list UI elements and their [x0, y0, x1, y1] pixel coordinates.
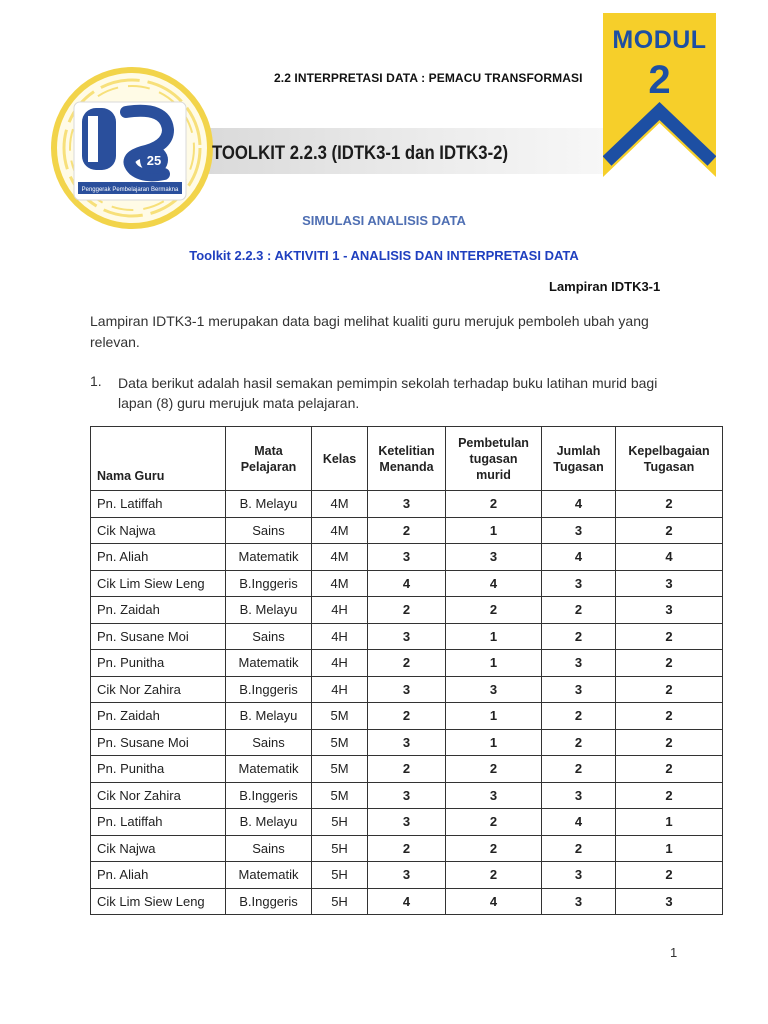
cell-class: 5H: [312, 862, 368, 889]
cell-ketelitian: 3: [368, 544, 446, 571]
cell-jumlah: 2: [542, 597, 616, 624]
cell-subject: B. Melayu: [226, 491, 312, 518]
appendix-label: Lampiran IDTK3-1: [549, 279, 661, 294]
cell-subject: B. Melayu: [226, 597, 312, 624]
cell-name: Pn. Punitha: [91, 650, 226, 677]
table-body: [91, 491, 723, 915]
table-row: [91, 544, 723, 571]
table-row: [91, 597, 723, 624]
cell-kepelbagaian: 2: [616, 756, 723, 783]
table-row: [91, 809, 723, 836]
toolkit-title: TOOLKIT 2.2.3 (IDTK3-1 dan IDTK3-2): [212, 143, 509, 164]
question-number: 1.: [90, 373, 102, 389]
header-pembetulan-tugasan: Pembetulan tugasan murid: [446, 427, 542, 491]
header-nama-guru: Nama Guru: [91, 427, 226, 491]
cell-kepelbagaian: 3: [616, 888, 723, 915]
cell-jumlah: 4: [542, 491, 616, 518]
cell-class: 4H: [312, 623, 368, 650]
cell-class: 5H: [312, 888, 368, 915]
cell-kepelbagaian: 2: [616, 862, 723, 889]
cell-jumlah: 3: [542, 676, 616, 703]
table-row: [91, 782, 723, 809]
cell-ketelitian: 3: [368, 809, 446, 836]
cell-pembetulan: 2: [446, 756, 542, 783]
cell-jumlah: 2: [542, 756, 616, 783]
cell-kepelbagaian: 2: [616, 782, 723, 809]
cell-subject: B. Melayu: [226, 809, 312, 836]
cell-ketelitian: 2: [368, 517, 446, 544]
teacher-data-table: [90, 426, 723, 915]
cell-subject: B. Melayu: [226, 703, 312, 730]
cell-name: Pn. Latiffah: [91, 491, 226, 518]
cell-pembetulan: 2: [446, 597, 542, 624]
table-row: [91, 835, 723, 862]
cell-name: Pn. Aliah: [91, 544, 226, 571]
cell-name: Cik Nor Zahira: [91, 676, 226, 703]
cell-pembetulan: 3: [446, 544, 542, 571]
cell-kepelbagaian: 4: [616, 544, 723, 571]
cell-jumlah: 3: [542, 782, 616, 809]
cell-pembetulan: 1: [446, 729, 542, 756]
cell-pembetulan: 1: [446, 623, 542, 650]
table-row: [91, 676, 723, 703]
cell-subject: Matematik: [226, 544, 312, 571]
cell-ketelitian: 4: [368, 570, 446, 597]
cell-pembetulan: 1: [446, 703, 542, 730]
cell-kepelbagaian: 3: [616, 597, 723, 624]
cell-kepelbagaian: 2: [616, 491, 723, 518]
cell-class: 4M: [312, 517, 368, 544]
cell-ketelitian: 3: [368, 491, 446, 518]
cell-pembetulan: 1: [446, 650, 542, 677]
cell-name: Cik Najwa: [91, 517, 226, 544]
table-row: [91, 729, 723, 756]
cell-name: Pn. Susane Moi: [91, 729, 226, 756]
cell-subject: B.Inggeris: [226, 676, 312, 703]
logo-number: 25: [146, 153, 162, 168]
cell-jumlah: 3: [542, 517, 616, 544]
cell-ketelitian: 3: [368, 782, 446, 809]
cell-class: 4H: [312, 650, 368, 677]
cell-kepelbagaian: 1: [616, 809, 723, 836]
cell-jumlah: 3: [542, 570, 616, 597]
cell-name: Cik Lim Siew Leng: [91, 570, 226, 597]
cell-subject: B.Inggeris: [226, 782, 312, 809]
cell-jumlah: 2: [542, 835, 616, 862]
cell-subject: Matematik: [226, 650, 312, 677]
cell-ketelitian: 2: [368, 650, 446, 677]
cell-pembetulan: 2: [446, 491, 542, 518]
cell-jumlah: 2: [542, 729, 616, 756]
cell-pembetulan: 4: [446, 570, 542, 597]
cell-name: Pn. Punitha: [91, 756, 226, 783]
cell-kepelbagaian: 2: [616, 517, 723, 544]
table-row: [91, 623, 723, 650]
table-row: [91, 703, 723, 730]
cell-name: Pn. Aliah: [91, 862, 226, 889]
cell-subject: B.Inggeris: [226, 570, 312, 597]
cell-pembetulan: 1: [446, 517, 542, 544]
cell-name: Cik Nor Zahira: [91, 782, 226, 809]
cell-jumlah: 4: [542, 809, 616, 836]
cell-class: 4H: [312, 676, 368, 703]
cell-class: 4H: [312, 597, 368, 624]
cell-subject: Sains: [226, 623, 312, 650]
cell-jumlah: 4: [542, 544, 616, 571]
table-row: [91, 517, 723, 544]
cell-jumlah: 3: [542, 650, 616, 677]
cell-subject: Matematik: [226, 756, 312, 783]
logo-tagline: Penggerak Pembelajaran Bermakna: [81, 187, 179, 193]
cell-subject: Sains: [226, 835, 312, 862]
question-text: Data berikut adalah hasil semakan pemimpin sekolah terhadap buku latihan murid bagi lapan (8) guru merujuk mata pelajaran.: [118, 375, 658, 411]
table-row: [91, 888, 723, 915]
cell-class: 4M: [312, 544, 368, 571]
cell-jumlah: 2: [542, 703, 616, 730]
cell-name: Cik Lim Siew Leng: [91, 888, 226, 915]
cell-kepelbagaian: 1: [616, 835, 723, 862]
activity-title: Toolkit 2.2.3 : AKTIVITI 1 - ANALISIS DAN INTERPRETASI DATA: [189, 248, 579, 263]
cell-ketelitian: 3: [368, 623, 446, 650]
simulation-title: SIMULASI ANALISIS DATA: [302, 213, 466, 228]
cell-name: Pn. Susane Moi: [91, 623, 226, 650]
table-row: [91, 570, 723, 597]
header-mata-pelajaran: Mata Pelajaran: [226, 427, 312, 491]
cell-kepelbagaian: 2: [616, 650, 723, 677]
cell-name: Pn. Zaidah: [91, 703, 226, 730]
cell-jumlah: 3: [542, 888, 616, 915]
cell-name: Pn. Latiffah: [91, 809, 226, 836]
cell-subject: B.Inggeris: [226, 888, 312, 915]
intro-paragraph: Lampiran IDTK3-1 merupakan data bagi melihat kualiti guru merujuk pemboleh ubah yang relevan.: [90, 313, 649, 350]
program-logo: [48, 64, 216, 232]
table-header-row: [91, 427, 723, 491]
cell-kepelbagaian: 2: [616, 676, 723, 703]
cell-ketelitian: 3: [368, 862, 446, 889]
cell-kepelbagaian: 2: [616, 623, 723, 650]
cell-kepelbagaian: 2: [616, 729, 723, 756]
cell-pembetulan: 4: [446, 888, 542, 915]
table-row: [91, 491, 723, 518]
cell-kepelbagaian: 2: [616, 703, 723, 730]
cell-class: 4M: [312, 491, 368, 518]
table-row: [91, 650, 723, 677]
cell-ketelitian: 3: [368, 729, 446, 756]
page-number: 1: [670, 945, 678, 960]
header-ketelitian-menanda: Ketelitian Menanda: [368, 427, 446, 491]
cell-pembetulan: 3: [446, 782, 542, 809]
cell-pembetulan: 2: [446, 809, 542, 836]
cell-subject: Matematik: [226, 862, 312, 889]
cell-jumlah: 3: [542, 862, 616, 889]
cell-class: 5M: [312, 729, 368, 756]
table-row: [91, 756, 723, 783]
cell-name: Pn. Zaidah: [91, 597, 226, 624]
cell-class: 5H: [312, 835, 368, 862]
cell-subject: Sains: [226, 517, 312, 544]
cell-name: Cik Najwa: [91, 835, 226, 862]
header-kepelbagaian-tugasan: Kepelbagaian Tugasan: [616, 427, 723, 491]
cell-subject: Sains: [226, 729, 312, 756]
cell-ketelitian: 2: [368, 597, 446, 624]
table-row: [91, 862, 723, 889]
cell-class: 5M: [312, 782, 368, 809]
cell-class: 5H: [312, 809, 368, 836]
header-kelas: Kelas: [312, 427, 368, 491]
cell-ketelitian: 3: [368, 676, 446, 703]
cell-ketelitian: 4: [368, 888, 446, 915]
cell-pembetulan: 2: [446, 862, 542, 889]
header-jumlah-tugasan: Jumlah Tugasan: [542, 427, 616, 491]
cell-ketelitian: 2: [368, 756, 446, 783]
modul-label: MODUL: [612, 26, 707, 54]
cell-ketelitian: 2: [368, 703, 446, 730]
cell-pembetulan: 3: [446, 676, 542, 703]
cell-class: 5M: [312, 703, 368, 730]
cell-ketelitian: 2: [368, 835, 446, 862]
cell-class: 4M: [312, 570, 368, 597]
cell-kepelbagaian: 3: [616, 570, 723, 597]
section-title: 2.2 INTERPRETASI DATA : PEMACU TRANSFORMASI: [274, 71, 583, 85]
modul-number: 2: [648, 58, 671, 102]
cell-jumlah: 2: [542, 623, 616, 650]
cell-class: 5M: [312, 756, 368, 783]
cell-pembetulan: 2: [446, 835, 542, 862]
